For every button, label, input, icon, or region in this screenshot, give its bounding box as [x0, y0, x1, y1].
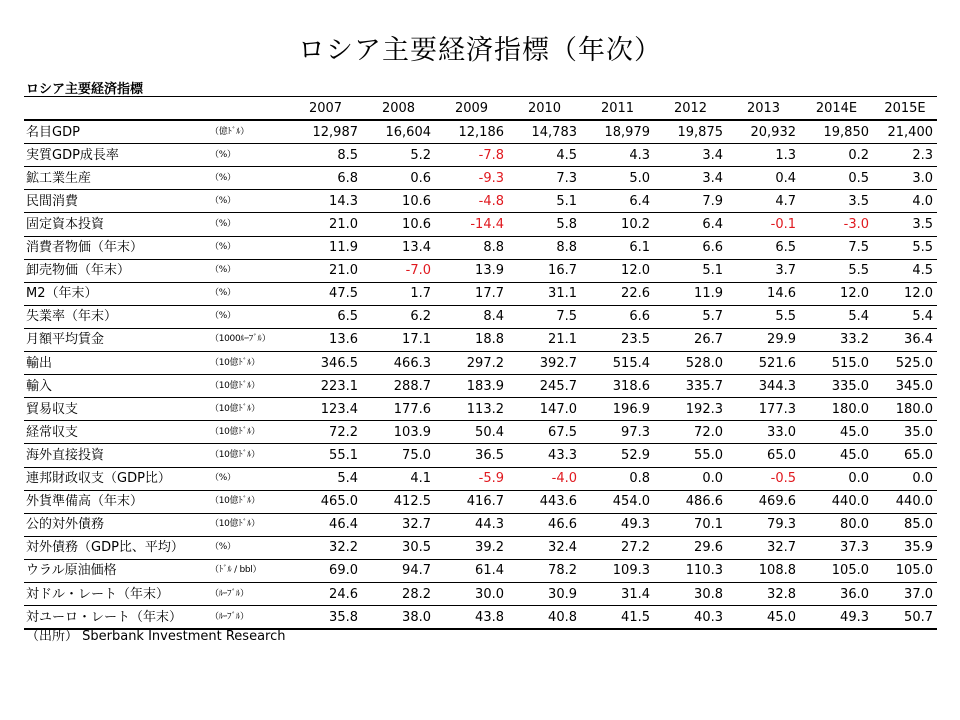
value-cell: 454.0	[581, 490, 654, 513]
indicator-unit: （%）	[210, 190, 289, 213]
year-header: 2010	[508, 97, 581, 121]
value-cell: 10.6	[362, 213, 435, 236]
value-cell: -7.0	[362, 259, 435, 282]
indicator-unit: （%）	[210, 282, 289, 305]
indicator-label: 卸売物価（年末）	[24, 259, 210, 282]
value-cell: 12,186	[435, 120, 508, 144]
value-cell: 8.8	[508, 236, 581, 259]
value-cell: 515.0	[800, 352, 873, 375]
value-cell: 37.0	[873, 582, 937, 605]
value-cell: 17.7	[435, 282, 508, 305]
value-cell: 45.0	[727, 606, 800, 630]
value-cell: 24.6	[289, 582, 362, 605]
value-cell: 43.3	[508, 444, 581, 467]
value-cell: 40.8	[508, 606, 581, 630]
table-row	[24, 236, 937, 259]
value-cell: 50.7	[873, 606, 937, 630]
value-cell: 3.5	[873, 213, 937, 236]
value-cell: 110.3	[654, 559, 727, 582]
year-header: 2015E	[873, 97, 937, 121]
value-cell: 105.0	[873, 559, 937, 582]
indicator-unit: （10億ﾄﾞﾙ）	[210, 375, 289, 398]
indicator-unit: （10億ﾄﾞﾙ）	[210, 490, 289, 513]
value-cell: 5.4	[289, 467, 362, 490]
value-cell: -4.0	[508, 467, 581, 490]
table-row	[24, 444, 937, 467]
value-cell: 19,875	[654, 120, 727, 144]
value-cell: 5.5	[873, 236, 937, 259]
value-cell: 30.8	[654, 582, 727, 605]
indicator-unit: （ﾙｰﾌﾞﾙ）	[210, 606, 289, 630]
value-cell: 35.0	[873, 421, 937, 444]
indicator-label: 固定資本投資	[24, 213, 210, 236]
value-cell: 49.3	[581, 513, 654, 536]
value-cell: 40.3	[654, 606, 727, 630]
value-cell: 38.0	[362, 606, 435, 630]
value-cell: 36.0	[800, 582, 873, 605]
value-cell: 21.0	[289, 213, 362, 236]
value-cell: 14.3	[289, 190, 362, 213]
value-cell: 20,932	[727, 120, 800, 144]
value-cell: 443.6	[508, 490, 581, 513]
value-cell: 5.4	[800, 305, 873, 328]
value-cell: 440.0	[800, 490, 873, 513]
value-cell: 335.7	[654, 375, 727, 398]
value-cell: 6.6	[654, 236, 727, 259]
year-header: 2008	[362, 97, 435, 121]
indicator-label: 連邦財政収支（GDP比）	[24, 467, 210, 490]
value-cell: -7.8	[435, 144, 508, 167]
value-cell: 0.0	[654, 467, 727, 490]
table-row	[24, 120, 937, 144]
value-cell: 4.3	[581, 144, 654, 167]
page-title: ロシア主要経済指標（年次）	[298, 35, 662, 66]
indicator-unit: （10億ﾄﾞﾙ）	[210, 398, 289, 421]
value-cell: 0.2	[800, 144, 873, 167]
value-cell: 52.9	[581, 444, 654, 467]
value-cell: 177.6	[362, 398, 435, 421]
indicator-label: M2（年末）	[24, 282, 210, 305]
table-row	[24, 490, 937, 513]
value-cell: 22.6	[581, 282, 654, 305]
value-cell: 65.0	[873, 444, 937, 467]
value-cell: 6.8	[289, 167, 362, 190]
value-cell: 0.0	[800, 467, 873, 490]
value-cell: 33.2	[800, 328, 873, 351]
value-cell: 5.1	[508, 190, 581, 213]
year-header: 2011	[581, 97, 654, 121]
table-row	[24, 259, 937, 282]
indicator-unit: （10億ﾄﾞﾙ）	[210, 421, 289, 444]
value-cell: 0.0	[873, 467, 937, 490]
indicator-label: 経常収支	[24, 421, 210, 444]
value-cell: 30.0	[435, 582, 508, 605]
value-cell: 466.3	[362, 352, 435, 375]
value-cell: 223.1	[289, 375, 362, 398]
value-cell: 69.0	[289, 559, 362, 582]
value-cell: 12,987	[289, 120, 362, 144]
value-cell: 123.4	[289, 398, 362, 421]
table-row	[24, 328, 937, 351]
value-cell: 525.0	[873, 352, 937, 375]
value-cell: 8.5	[289, 144, 362, 167]
value-cell: 245.7	[508, 375, 581, 398]
value-cell: 17.1	[362, 328, 435, 351]
value-cell: 78.2	[508, 559, 581, 582]
value-cell: 5.0	[581, 167, 654, 190]
value-cell: 14,783	[508, 120, 581, 144]
indicator-unit: （%）	[210, 167, 289, 190]
year-header: 2012	[654, 97, 727, 121]
value-cell: 49.3	[800, 606, 873, 630]
value-cell: -9.3	[435, 167, 508, 190]
value-cell: 94.7	[362, 559, 435, 582]
value-cell: 55.1	[289, 444, 362, 467]
value-cell: 4.5	[873, 259, 937, 282]
value-cell: 8.8	[435, 236, 508, 259]
table-row	[24, 398, 937, 421]
value-cell: 1.7	[362, 282, 435, 305]
table-row	[24, 305, 937, 328]
indicator-unit: （億ﾄﾞﾙ）	[210, 120, 289, 144]
value-cell: 45.0	[800, 421, 873, 444]
value-cell: 46.6	[508, 513, 581, 536]
value-cell: 521.6	[727, 352, 800, 375]
value-cell: 43.8	[435, 606, 508, 630]
indicator-unit: （%）	[210, 305, 289, 328]
value-cell: 4.5	[508, 144, 581, 167]
indicator-unit: （1000ﾙｰﾌﾞﾙ）	[210, 328, 289, 351]
value-cell: 177.3	[727, 398, 800, 421]
value-cell: 29.9	[727, 328, 800, 351]
table-row	[24, 559, 937, 582]
value-cell: 13.6	[289, 328, 362, 351]
value-cell: 4.1	[362, 467, 435, 490]
value-cell: 36.5	[435, 444, 508, 467]
value-cell: 5.4	[873, 305, 937, 328]
value-cell: 12.0	[581, 259, 654, 282]
indicator-unit: （%）	[210, 259, 289, 282]
value-cell: -0.5	[727, 467, 800, 490]
value-cell: 10.6	[362, 190, 435, 213]
value-cell: 3.0	[873, 167, 937, 190]
value-cell: 18.8	[435, 328, 508, 351]
value-cell: 1.3	[727, 144, 800, 167]
indicator-label: 対ユーロ・レート（年末）	[24, 606, 210, 630]
value-cell: 7.9	[654, 190, 727, 213]
value-cell: 18,979	[581, 120, 654, 144]
value-cell: 11.9	[289, 236, 362, 259]
value-cell: 36.4	[873, 328, 937, 351]
table-row	[24, 467, 937, 490]
value-cell: 8.4	[435, 305, 508, 328]
value-cell: 3.7	[727, 259, 800, 282]
value-cell: 12.0	[873, 282, 937, 305]
value-cell: 528.0	[654, 352, 727, 375]
value-cell: 10.2	[581, 213, 654, 236]
table-row	[24, 190, 937, 213]
value-cell: 70.1	[654, 513, 727, 536]
value-cell: 50.4	[435, 421, 508, 444]
value-cell: 12.0	[800, 282, 873, 305]
value-cell: 27.2	[581, 536, 654, 559]
value-cell: 192.3	[654, 398, 727, 421]
indicator-unit: （ﾄﾞﾙ / bbl）	[210, 559, 289, 582]
value-cell: 346.5	[289, 352, 362, 375]
year-header: 2013	[727, 97, 800, 121]
value-cell: 5.7	[654, 305, 727, 328]
table-title: ロシア主要経済指標	[26, 82, 144, 97]
value-cell: 6.4	[581, 190, 654, 213]
indicator-unit: （%）	[210, 236, 289, 259]
value-cell: 6.1	[581, 236, 654, 259]
value-cell: 97.3	[581, 421, 654, 444]
value-cell: -5.9	[435, 467, 508, 490]
value-cell: 32.8	[727, 582, 800, 605]
value-cell: 30.5	[362, 536, 435, 559]
value-cell: 80.0	[800, 513, 873, 536]
indicator-label: ウラル原油価格	[24, 559, 210, 582]
table-header-row	[24, 97, 937, 121]
value-cell: 4.7	[727, 190, 800, 213]
value-cell: 412.5	[362, 490, 435, 513]
value-cell: 147.0	[508, 398, 581, 421]
value-cell: 23.5	[581, 328, 654, 351]
value-cell: 11.9	[654, 282, 727, 305]
value-cell: 0.5	[800, 167, 873, 190]
value-cell: 288.7	[362, 375, 435, 398]
indicator-unit: （%）	[210, 213, 289, 236]
value-cell: 65.0	[727, 444, 800, 467]
indicator-unit: （10億ﾄﾞﾙ）	[210, 352, 289, 375]
value-cell: 67.5	[508, 421, 581, 444]
value-cell: 2.3	[873, 144, 937, 167]
value-cell: 41.5	[581, 606, 654, 630]
value-cell: 416.7	[435, 490, 508, 513]
value-cell: 105.0	[800, 559, 873, 582]
value-cell: 29.6	[654, 536, 727, 559]
value-cell: 21,400	[873, 120, 937, 144]
value-cell: 26.7	[654, 328, 727, 351]
table-row	[24, 513, 937, 536]
table-row	[24, 352, 937, 375]
table-row	[24, 421, 937, 444]
economic-indicators-table	[24, 96, 937, 630]
value-cell: 55.0	[654, 444, 727, 467]
table-row	[24, 144, 937, 167]
value-cell: 5.8	[508, 213, 581, 236]
value-cell: 75.0	[362, 444, 435, 467]
value-cell: 13.9	[435, 259, 508, 282]
indicator-label: 輸出	[24, 352, 210, 375]
value-cell: 37.3	[800, 536, 873, 559]
value-cell: 5.5	[800, 259, 873, 282]
year-header: 2007	[289, 97, 362, 121]
value-cell: 3.4	[654, 144, 727, 167]
value-cell: 45.0	[800, 444, 873, 467]
indicator-label: 貿易収支	[24, 398, 210, 421]
value-cell: 0.4	[727, 167, 800, 190]
table-row	[24, 282, 937, 305]
indicator-label: 対外債務（GDP比、平均）	[24, 536, 210, 559]
value-cell: -3.0	[800, 213, 873, 236]
indicator-unit: （10億ﾄﾞﾙ）	[210, 444, 289, 467]
value-cell: 61.4	[435, 559, 508, 582]
value-cell: 297.2	[435, 352, 508, 375]
indicator-label: 失業率（年末）	[24, 305, 210, 328]
value-cell: 6.5	[289, 305, 362, 328]
value-cell: 5.1	[654, 259, 727, 282]
indicator-label: 実質GDP成長率	[24, 144, 210, 167]
value-cell: 108.8	[727, 559, 800, 582]
value-cell: 32.7	[362, 513, 435, 536]
value-cell: 180.0	[800, 398, 873, 421]
indicator-label: 輸入	[24, 375, 210, 398]
value-cell: 47.5	[289, 282, 362, 305]
value-cell: 109.3	[581, 559, 654, 582]
value-cell: 28.2	[362, 582, 435, 605]
value-cell: 318.6	[581, 375, 654, 398]
value-cell: 6.6	[581, 305, 654, 328]
source-note: （出所） Sberbank Investment Research	[26, 629, 286, 644]
indicator-unit: （%）	[210, 536, 289, 559]
value-cell: -4.8	[435, 190, 508, 213]
table-row	[24, 536, 937, 559]
value-cell: 19,850	[800, 120, 873, 144]
year-header: 2014E	[800, 97, 873, 121]
table-body	[24, 120, 937, 629]
value-cell: 32.4	[508, 536, 581, 559]
value-cell: 79.3	[727, 513, 800, 536]
indicator-label: 対ドル・レート（年末）	[24, 582, 210, 605]
value-cell: 515.4	[581, 352, 654, 375]
value-cell: 14.6	[727, 282, 800, 305]
value-cell: 196.9	[581, 398, 654, 421]
value-cell: 21.1	[508, 328, 581, 351]
header-label-cell	[24, 97, 210, 121]
value-cell: 16.7	[508, 259, 581, 282]
table-row	[24, 582, 937, 605]
value-cell: 469.6	[727, 490, 800, 513]
indicator-unit: （%）	[210, 467, 289, 490]
table-row	[24, 167, 937, 190]
value-cell: 46.4	[289, 513, 362, 536]
indicator-label: 月額平均賃金	[24, 328, 210, 351]
value-cell: 32.2	[289, 536, 362, 559]
value-cell: 7.5	[800, 236, 873, 259]
value-cell: 30.9	[508, 582, 581, 605]
value-cell: 35.9	[873, 536, 937, 559]
value-cell: 6.4	[654, 213, 727, 236]
year-header: 2009	[435, 97, 508, 121]
indicator-label: 公的対外債務	[24, 513, 210, 536]
value-cell: 0.6	[362, 167, 435, 190]
header-unit-cell	[210, 97, 289, 121]
indicator-unit: （ﾙｰﾌﾞﾙ）	[210, 582, 289, 605]
indicator-label: 民間消費	[24, 190, 210, 213]
value-cell: 4.0	[873, 190, 937, 213]
value-cell: 16,604	[362, 120, 435, 144]
indicator-label: 消費者物価（年末）	[24, 236, 210, 259]
value-cell: 31.4	[581, 582, 654, 605]
value-cell: 345.0	[873, 375, 937, 398]
value-cell: 39.2	[435, 536, 508, 559]
indicator-label: 外貨準備高（年末）	[24, 490, 210, 513]
value-cell: 31.1	[508, 282, 581, 305]
value-cell: 440.0	[873, 490, 937, 513]
value-cell: 7.5	[508, 305, 581, 328]
value-cell: -14.4	[435, 213, 508, 236]
value-cell: 486.6	[654, 490, 727, 513]
value-cell: 44.3	[435, 513, 508, 536]
value-cell: 180.0	[873, 398, 937, 421]
value-cell: 0.8	[581, 467, 654, 490]
value-cell: 33.0	[727, 421, 800, 444]
value-cell: -0.1	[727, 213, 800, 236]
value-cell: 5.5	[727, 305, 800, 328]
value-cell: 7.3	[508, 167, 581, 190]
table-row	[24, 213, 937, 236]
value-cell: 72.0	[654, 421, 727, 444]
value-cell: 392.7	[508, 352, 581, 375]
value-cell: 21.0	[289, 259, 362, 282]
table-row	[24, 375, 937, 398]
value-cell: 3.4	[654, 167, 727, 190]
value-cell: 183.9	[435, 375, 508, 398]
value-cell: 72.2	[289, 421, 362, 444]
value-cell: 113.2	[435, 398, 508, 421]
value-cell: 32.7	[727, 536, 800, 559]
indicator-label: 名目GDP	[24, 120, 210, 144]
value-cell: 6.2	[362, 305, 435, 328]
value-cell: 344.3	[727, 375, 800, 398]
value-cell: 35.8	[289, 606, 362, 630]
indicator-unit: （10億ﾄﾞﾙ）	[210, 513, 289, 536]
value-cell: 335.0	[800, 375, 873, 398]
indicator-unit: （%）	[210, 144, 289, 167]
value-cell: 465.0	[289, 490, 362, 513]
value-cell: 5.2	[362, 144, 435, 167]
value-cell: 103.9	[362, 421, 435, 444]
value-cell: 6.5	[727, 236, 800, 259]
value-cell: 13.4	[362, 236, 435, 259]
value-cell: 3.5	[800, 190, 873, 213]
indicator-label: 鉱工業生産	[24, 167, 210, 190]
value-cell: 85.0	[873, 513, 937, 536]
indicator-label: 海外直接投資	[24, 444, 210, 467]
